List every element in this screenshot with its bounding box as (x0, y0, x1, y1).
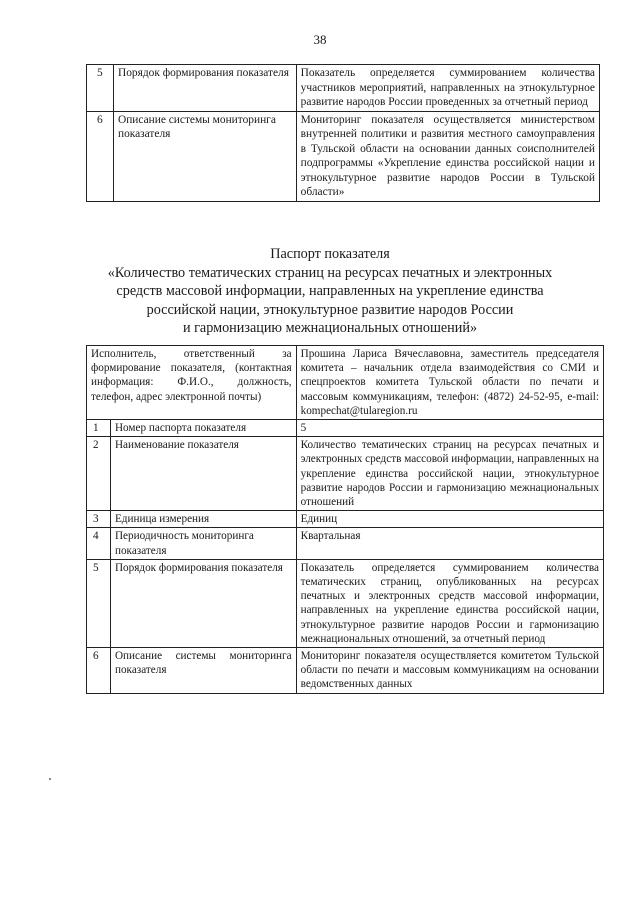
passport-title-line: российской нации, этнокультурное развитие народов России (146, 301, 514, 318)
row-number: 3 (87, 511, 111, 528)
row-name: Описание системы мониторинга показателя (113, 111, 296, 201)
passport-title (60, 245, 600, 338)
table-row (87, 528, 604, 559)
row-value: Мониторинг показателя осуществляется министерством внутренней политики и развития местного самоуправления в Тульской области на основании данных соисполнителей подпрограммы «Укрепление единства российской нации и этнокультурное развитие народов России в Тульской области» (296, 111, 599, 201)
table-row (87, 420, 604, 437)
row-value: Показатель определяется суммированием количества участников мероприятий, направленных на этнокультурное развитие народов России проведенных за отчетный период (296, 65, 599, 112)
scan-speck (49, 778, 51, 780)
table-row (87, 65, 600, 112)
row-number: 4 (87, 528, 111, 559)
row-name: Периодичность мониторинга показателя (110, 528, 296, 559)
row-number: 1 (87, 420, 111, 437)
row-value: 5 (296, 420, 603, 437)
passport-title-line: «Количество тематических страниц на ресурсах печатных и электронных (107, 264, 553, 281)
row-value: Квартальная (296, 528, 603, 559)
executor-label: Исполнитель, ответственный за формирование показателя, (контактная информация: Ф.И.О., должность, телефон, адрес электронной почты) (87, 346, 297, 420)
row-name: Наименование показателя (110, 437, 296, 511)
page-number: 38 (313, 32, 327, 47)
row-number: 6 (87, 648, 111, 694)
passport-table (86, 345, 604, 694)
row-name: Единица измерения (110, 511, 296, 528)
passport-title-line: средств массовой информации, направленных на укрепление единства (116, 283, 544, 300)
row-value: Показатель определяется суммированием количества тематических страниц, опубликованных на ресурсах печатных и электронных средств массовой информации, направленных на укрепление единства российской нации, этнокультурное развитие народов России и гармонизацию межнациональных отношений, за отчетный период (296, 559, 603, 647)
executor-row (87, 346, 604, 420)
table-row (87, 111, 600, 201)
table-row (87, 559, 604, 647)
row-value: Единиц (296, 511, 603, 528)
passport-title-line: и гармонизацию межнациональных отношений» (182, 320, 478, 337)
row-name: Порядок формирования показателя (113, 65, 296, 112)
row-name: Описание системы мониторинга показателя (110, 648, 296, 694)
table-row (87, 648, 604, 694)
row-number: 6 (87, 111, 114, 201)
row-name: Порядок формирования показателя (110, 559, 296, 647)
table-row (87, 437, 604, 511)
continued-passport-table (86, 64, 600, 202)
row-name: Номер паспорта показателя (110, 420, 296, 437)
executor-value: Прошина Лариса Вячеславовна, заместитель председателя комитета – начальник отдела взаимодействия со СМИ и спецпроектов комитета Тульской области по печати и массовым коммуникациям, телефон: (4872) 24-52-95, e-mail: kompechat@tularegion.ru (296, 346, 603, 420)
table-row (87, 511, 604, 528)
row-value: Мониторинг показателя осуществляется комитетом Тульской области по печати и массовым коммуникациям на основании ведомственных данных (296, 648, 603, 694)
row-value: Количество тематических страниц на ресурсах печатных и электронных средств массовой информации, направленных на укрепление единства российской нации, этнокультурное развитие народов России и гармонизацию межнациональных отношений (296, 437, 603, 511)
passport-title-line: Паспорт показателя (270, 246, 390, 262)
row-number: 5 (87, 559, 111, 647)
row-number: 5 (87, 65, 114, 112)
row-number: 2 (87, 437, 111, 511)
